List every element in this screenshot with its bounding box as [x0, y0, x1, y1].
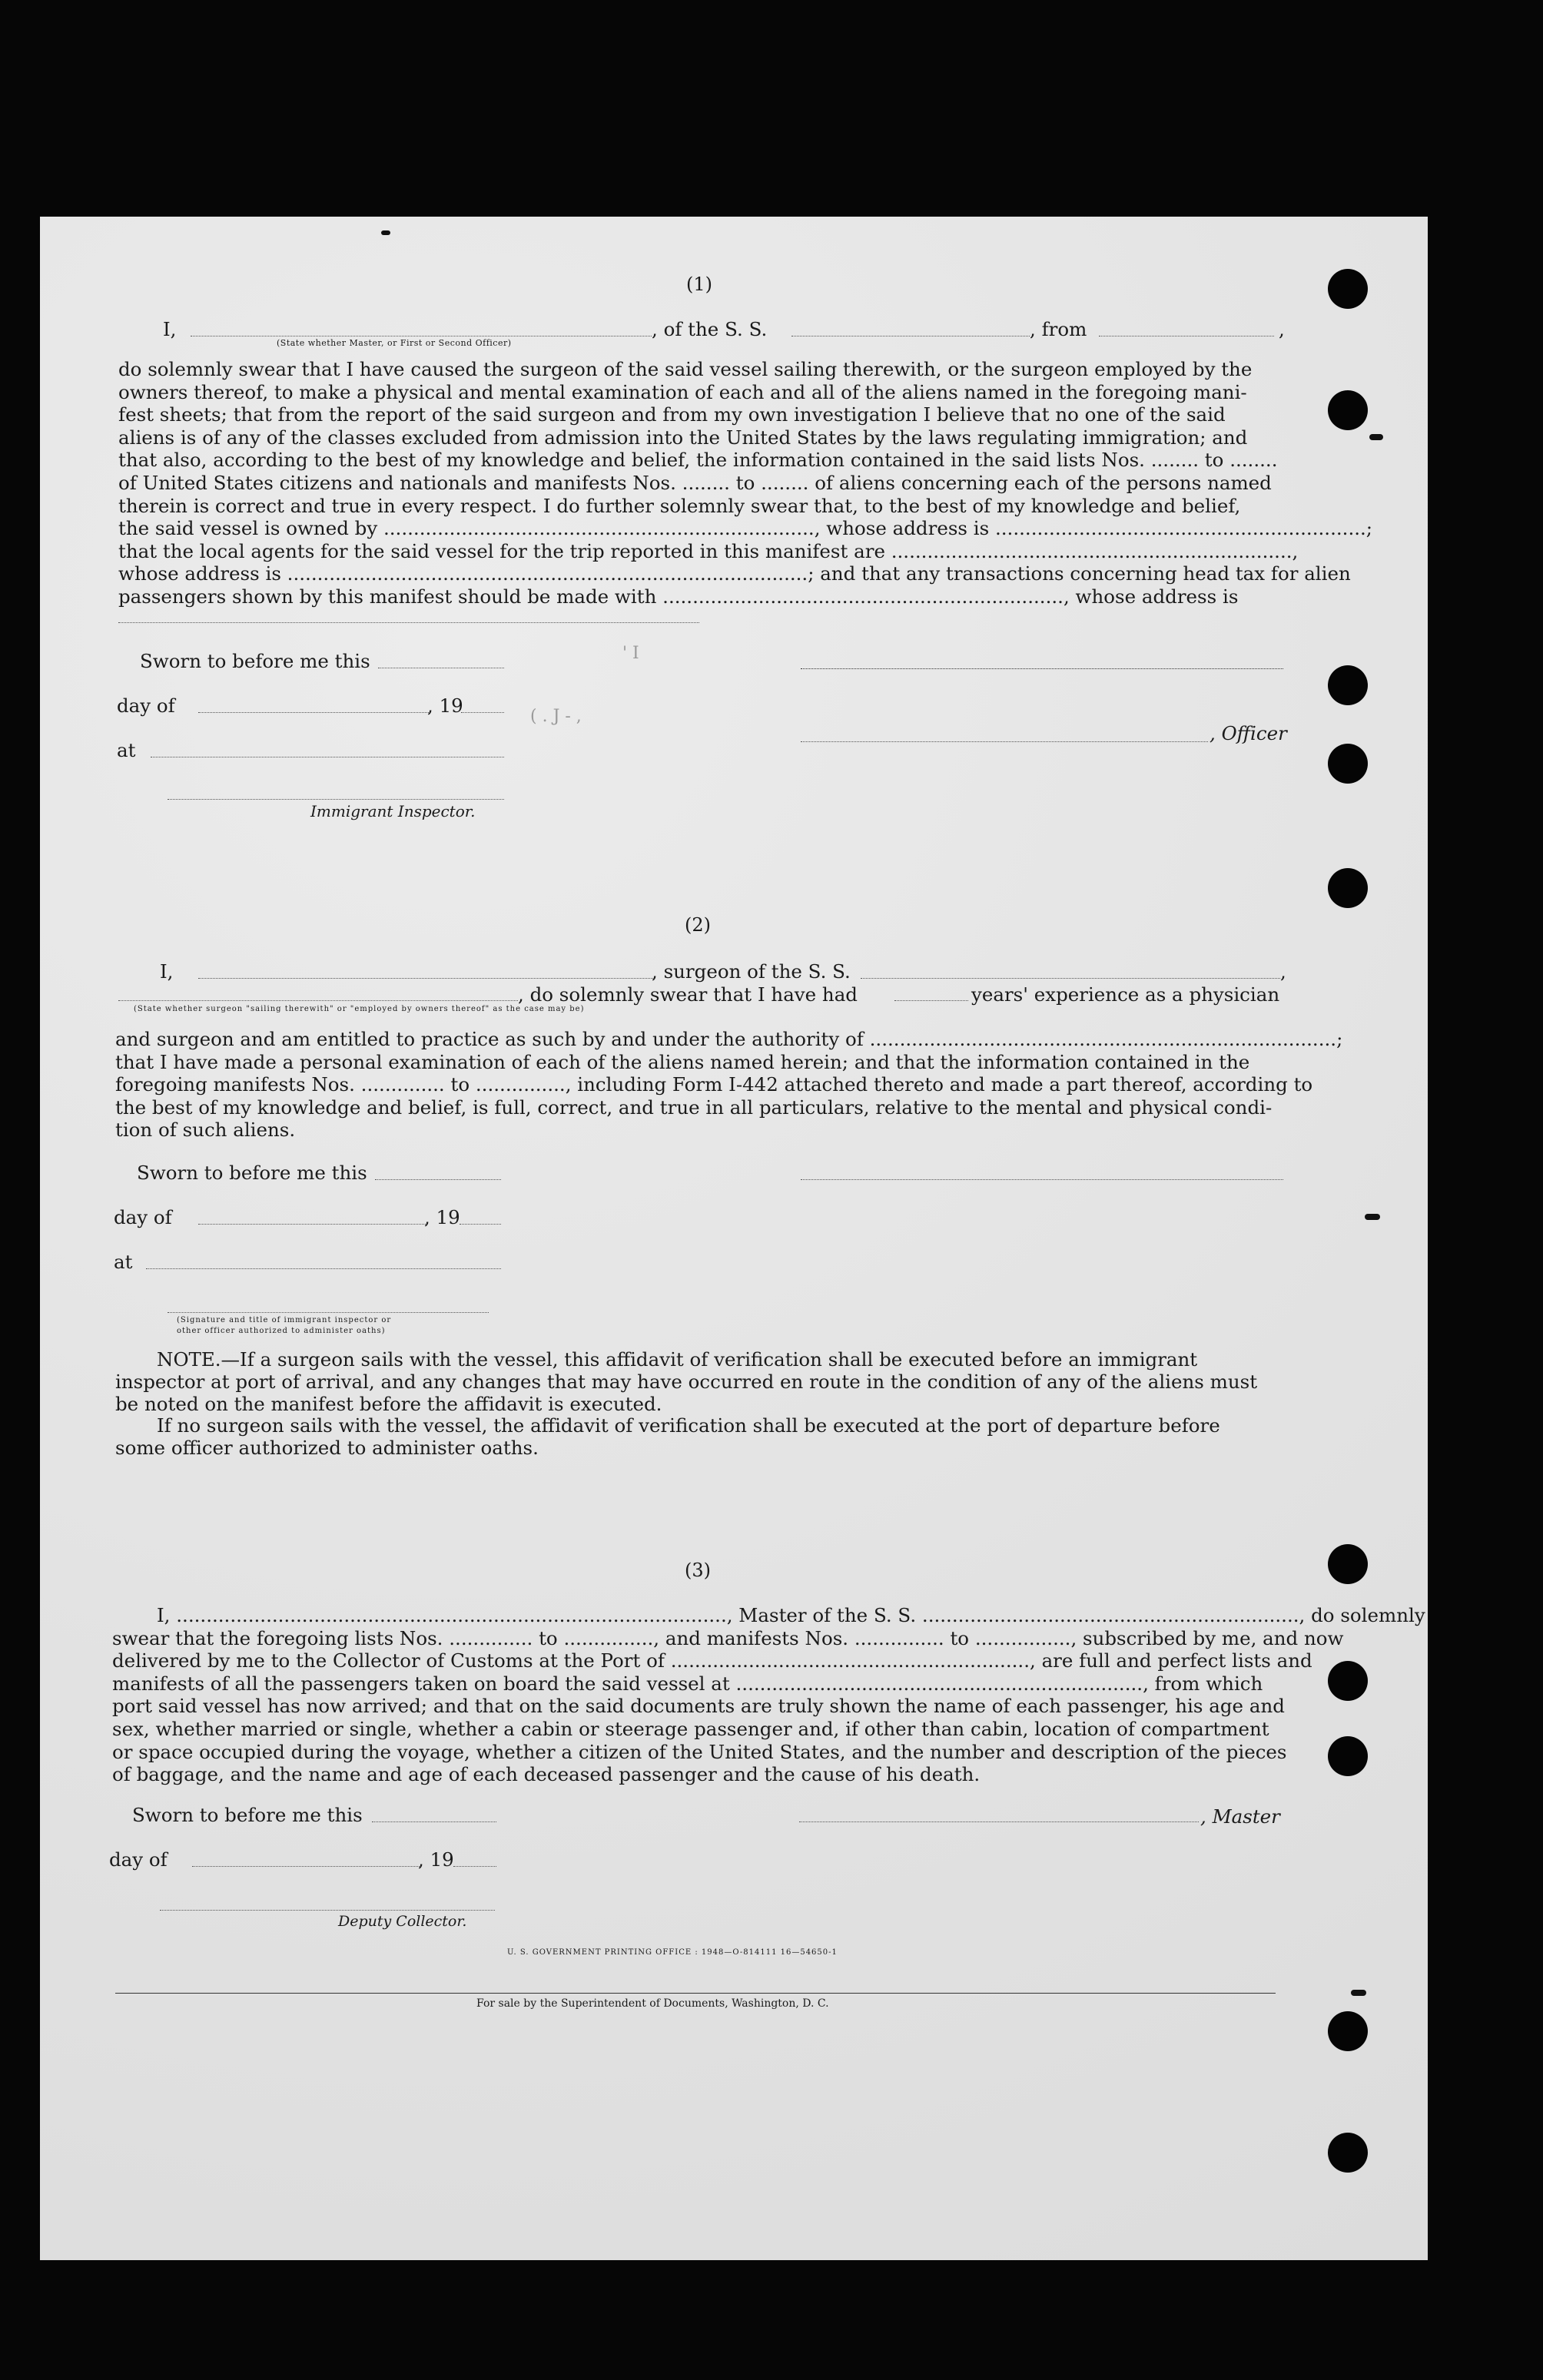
section-2-intro-i: I, [160, 960, 174, 983]
oath-line: swear that the foregoing lists Nos. .............. to ..............., and manifests Nos. ............... to ................, subscribed by me, and now [112, 1626, 1344, 1649]
punch-hole [1328, 868, 1368, 908]
punch-hole [1328, 2133, 1368, 2173]
ink-mark [1365, 1214, 1380, 1220]
sworn-date-field[interactable] [375, 1179, 501, 1180]
experience-years-field[interactable] [894, 1000, 968, 1001]
oath-line: the said vessel is owned by ........................................................................, whose address is ..............................................................; [118, 517, 1373, 540]
note-line: If no surgeon sails with the vessel, the affidavit of verification shall be executed at the port of departure before [157, 1414, 1220, 1437]
oath-line: delivered by me to the Collector of Customs at the Port of ............................................................, are full and perfect lists and [112, 1649, 1312, 1672]
officer-signature-field[interactable] [801, 741, 1208, 742]
section-3-master: , Master [1200, 1805, 1280, 1828]
section-1-number: (1) [686, 273, 712, 295]
oath-line: aliens is of any of the classes excluded from admission into the United States by the laws regulating immigration; and [118, 426, 1248, 449]
inspector-signature-field[interactable] [168, 799, 504, 800]
section-1-intro-from: , from [1030, 318, 1087, 340]
signature-caption-1: (Signature and title of immigrant inspector or [177, 1316, 392, 1324]
section-1-caption: (State whether Master, or First or Second Officer) [277, 338, 512, 348]
section-2-intro-end: , [1280, 960, 1286, 983]
punch-hole [1328, 269, 1368, 309]
faint-scan-artifact: ( . J - , [530, 707, 582, 726]
punch-hole [1328, 665, 1368, 705]
punch-hole [1328, 744, 1368, 784]
oath-line: therein is correct and true in every respect. I do further solemnly swear that, to the best of my knowledge and belief, [118, 494, 1241, 517]
signature-caption-2: other officer authorized to administer oaths) [177, 1327, 386, 1335]
section-2-experience: years' experience as a physician [971, 983, 1280, 1006]
section-2-note [115, 1349, 1283, 1460]
punch-hole [1328, 1544, 1368, 1584]
for-sale-notice: For sale by the Superintendent of Documents, Washington, D. C. [476, 1997, 829, 2010]
oath-line: and surgeon and am entitled to practice as such by and under the authority of ..............................................................................; [115, 1028, 1343, 1050]
year-field[interactable] [453, 1866, 496, 1867]
year-field[interactable] [461, 712, 504, 713]
section-2-number: (2) [685, 914, 711, 936]
ink-mark [1351, 1990, 1366, 1996]
section-2-sworn: Sworn to before me this [137, 1162, 367, 1184]
oath-line: passengers shown by this manifest should be made with ..................................................................., whose address is [118, 585, 1239, 608]
surgeon-name-field[interactable] [198, 978, 653, 979]
section-3-oath-text [112, 1604, 1425, 1786]
faint-scan-artifact: ' I [622, 644, 639, 663]
day-field[interactable] [192, 1866, 420, 1867]
section-1-at: at [117, 739, 136, 761]
inspector-signature-field[interactable] [168, 1312, 489, 1313]
oath-line: that also, according to the best of my knowledge and belief, the information contained in the said lists Nos. ........ to ........ [118, 449, 1278, 472]
section-1-oath-text [118, 358, 1373, 608]
address-continuation-field[interactable] [118, 622, 699, 623]
surgeon-vessel-field[interactable] [861, 978, 1280, 979]
section-2-surgeon-of: , surgeon of the S. S. [652, 960, 851, 983]
section-3-sworn: Sworn to before me this [132, 1804, 363, 1826]
section-3-number: (3) [685, 1560, 711, 1581]
oath-line: or space occupied during the voyage, whether a citizen of the United States, and the number and description of the pieces [112, 1740, 1287, 1763]
oath-line: do solemnly swear that I have caused the surgeon of the said vessel sailing therewith, or the surgeon employed by the [118, 358, 1253, 380]
oath-line: fest sheets; that from the report of the said surgeon and from my own investigation I believe that no one of the said [118, 403, 1226, 426]
punch-hole [1328, 1736, 1368, 1776]
oath-line: manifests of all the passengers taken on board the said vessel at ...................................................................., from which [112, 1672, 1263, 1695]
surgeon-signature-field[interactable] [801, 1179, 1283, 1180]
oath-line: sex, whether married or single, whether a cabin or steerage passenger and, if other than cabin, location of compartment [112, 1717, 1269, 1740]
ink-mark [381, 230, 390, 235]
section-2-swear: , do solemnly swear that I have had [518, 983, 858, 1006]
oath-line: of baggage, and the name and age of each deceased passenger and the cause of his death. [112, 1763, 981, 1786]
year-field[interactable] [460, 1224, 501, 1225]
footer-rule [115, 1993, 1276, 1994]
section-2-day-of: day of [114, 1206, 172, 1228]
note-line: some officer authorized to administer oaths. [115, 1437, 539, 1460]
section-2-year: , 19 [424, 1206, 460, 1228]
oath-line: tion of such aliens. [115, 1119, 296, 1142]
oath-line: of United States citizens and nationals and manifests Nos. ........ to ........ of aliens concerning each of the persons named [118, 471, 1272, 494]
section-3-collector: Deputy Collector. [338, 1913, 467, 1930]
note-line: inspector at port of arrival, and any changes that may have occurred en route in the condition of any of the aliens must [115, 1370, 1258, 1393]
section-3-year: , 19 [418, 1848, 454, 1871]
section-2-oath-text [115, 1028, 1343, 1142]
section-1-day-of: day of [117, 694, 175, 717]
punch-hole [1328, 390, 1368, 430]
master-signature-field[interactable] [799, 1821, 1199, 1822]
place-field[interactable] [146, 1268, 501, 1269]
section-1-inspector: Immigrant Inspector. [310, 802, 476, 820]
note-line: NOTE.—If a surgeon sails with the vessel, this affidavit of verification shall be executed before an immigrant [157, 1348, 1198, 1371]
punch-hole [1328, 2011, 1368, 2051]
oath-line: owners thereof, to make a physical and mental examination of each and all of the aliens named in the foregoing mani- [118, 380, 1247, 403]
section-3-day-of: day of [109, 1848, 168, 1871]
oath-line: that I have made a personal examination of each of the aliens named herein; and that the information contained in the [115, 1050, 1250, 1073]
officer-signature-line-1[interactable] [801, 668, 1283, 669]
surgeon-type-field[interactable] [118, 1000, 518, 1001]
section-1-officer: , Officer [1210, 722, 1287, 744]
collector-signature-field[interactable] [160, 1910, 495, 1911]
section-2-at: at [114, 1251, 133, 1273]
section-1-intro-vessel: , of the S. S. [652, 318, 768, 340]
section-2-caption: (State whether surgeon "sailing therewith" or "employed by owners thereof" as the case may be) [134, 1005, 585, 1013]
section-1-intro-i: I, [163, 318, 177, 340]
oath-line: that the local agents for the said vessel for the trip reported in this manifest are ..................................................................., [118, 539, 1299, 562]
day-field[interactable] [198, 712, 429, 713]
note-line: be noted on the manifest before the affidavit is executed. [115, 1392, 662, 1415]
section-1-sworn: Sworn to before me this [140, 650, 370, 672]
section-1-intro-end: , [1279, 318, 1285, 340]
printing-office-imprint: U. S. GOVERNMENT PRINTING OFFICE : 1948—O-814111 16—54650-1 [507, 1948, 838, 1957]
ink-mark [1369, 434, 1383, 440]
oath-line: the best of my knowledge and belief, is full, correct, and true in all particulars, relative to the mental and physical condi- [115, 1096, 1273, 1119]
day-field[interactable] [198, 1224, 426, 1225]
oath-line: whose address is .......................................................................................; and that any transactions concerning head tax for alien [118, 562, 1351, 585]
section-1-year: , 19 [427, 694, 463, 717]
punch-hole [1328, 1661, 1368, 1701]
oath-line: foregoing manifests Nos. .............. to ..............., including Form I-442 attached thereto and made a part thereof, according to [115, 1073, 1313, 1096]
oath-line: port said vessel has now arrived; and that on the said documents are truly shown the name of each passenger, his age and [112, 1695, 1285, 1718]
sworn-date-field[interactable] [372, 1821, 496, 1822]
oath-line: I, ............................................................................................, Master of the S. S. ..............................................................., do solemnly [157, 1604, 1425, 1626]
